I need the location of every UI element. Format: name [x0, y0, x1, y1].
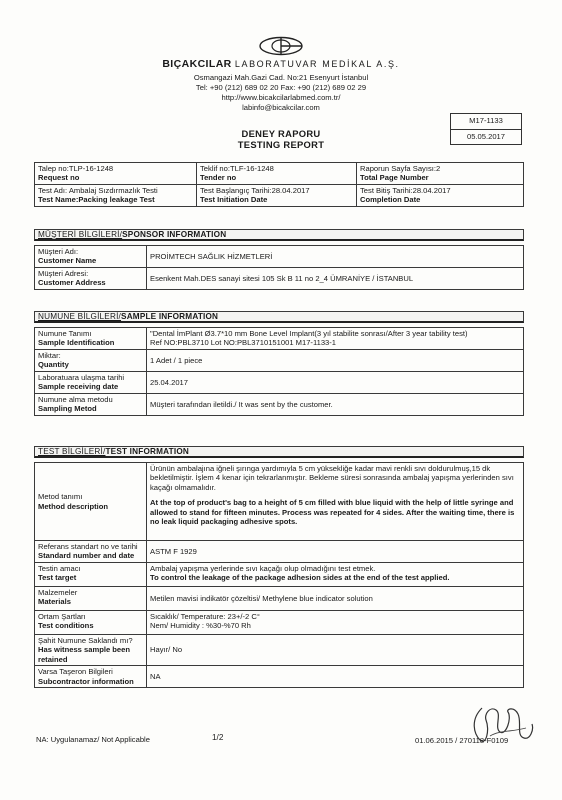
conditions-value: Sıcaklık/ Temperature: 23+/-2 C° Nem/ Humidity : %30-%70 Rh — [147, 611, 524, 635]
conditions-label: Ortam Şartları Test conditions — [35, 611, 147, 635]
sponsor-table — [34, 245, 524, 290]
tender-no-cell: Teklif no:TLF-16-1248 Tender no — [197, 163, 357, 185]
receiving-date-label: Laboratuara ulaşma tarihi Sample receiving date — [35, 372, 147, 394]
materials-label: Malzemeler Materials — [35, 587, 147, 611]
quantity-label: Miktar: Quantity — [35, 350, 147, 372]
witness-label: Şahit Numune Saklandı mı? Has witness sample been retained — [35, 635, 147, 666]
subcontractor-label: Varsa Taşeron Bilgileri Subcontractor information — [35, 666, 147, 688]
report-summary-table — [34, 162, 524, 207]
request-no-cell: Talep no:TLP-16-1248 Request no — [35, 163, 197, 185]
test-table — [34, 462, 524, 688]
subcontractor-value: NA — [147, 666, 524, 688]
witness-value: Hayır/ No — [147, 635, 524, 666]
sponsor-section-heading: MÜŞTERİ BİLGİLERİ/SPONSOR INFORMATION — [34, 229, 524, 241]
form-code: 01.06.2015 / 270118-F0109 — [415, 736, 509, 745]
company-phone-fax: Tel: +90 (212) 689 02 20 Fax: +90 (212) 689 02 29 — [195, 83, 367, 92]
report-code: M17-1133 — [469, 116, 503, 125]
customer-name-label: Müşteri Adı: Customer Name — [35, 246, 147, 268]
company-email: labinfo@bicakcilar.com — [242, 103, 320, 112]
standard-label: Referans standart no ve tarihi Standard number and date — [35, 541, 147, 563]
test-section-heading: TEST BİLGİLERİ/TEST INFORMATION — [34, 446, 524, 458]
method-description-value: Ürünün ambalajına iğneli şırınga yardımıyla 5 cm yüksekliğe kadar mavi renkli sıvı doldurulmuş,15 dk bekletilmiştir. İşlem 4 kenar için tekrarlanmıştır. Bekleme süresi sonrasında ambalaj yapışma yerlerinden sıvı kaçağı olmamalıdır. At the top of product's bag to a height of 5 cm filled with blue liquid with the help of little syringe and allowed to stand for fifteen minutes. Process was repeated for 4 sides. After the waiting time, there is no leak liquid packaging adhesive spots. — [147, 463, 524, 541]
report-date: 05.05.2017 — [451, 129, 521, 144]
standard-value: ASTM F 1929 — [147, 541, 524, 563]
method-description-label: Metod tanımı Method description — [35, 463, 147, 541]
sampling-method-label: Numune alma metodu Sampling Metod — [35, 394, 147, 416]
sample-ident-value: "Dental İmPlant Ø3.7*10 mm Bone Level Implant(3 yıl stabilite sonrası/After 3 year tability test) Ref NO:PBL3710 Lot NO:PBL3710151001 M17-1133-1 — [147, 328, 524, 350]
company-website: http://www.bicakcilarlabmed.com.tr/ — [221, 93, 341, 102]
report-title-en: TESTING REPORT — [237, 139, 325, 150]
total-pages-cell: Raporun Sayfa Sayısı:2 Total Page Number — [357, 163, 524, 185]
receiving-date-value: 25.04.2017 — [147, 372, 524, 394]
customer-address-label: Müşteri Adresi: Customer Address — [35, 267, 147, 289]
test-name-cell: Test Adı: Ambalaj Sızdırmazlık Testi Test Name:Packing leakage Test — [35, 184, 197, 206]
test-target-value: Ambalaj yapışma yerlerinde sıvı kaçağı olup olmadığını test etmek. To control the leakage of the package adhesion sides at the end of the test applied. — [147, 563, 524, 587]
report-title-tr: DENEY RAPORU — [241, 128, 321, 139]
materials-value: Metilen mavisi indikatör çözeltisi/ Methylene blue indicator solution — [147, 587, 524, 611]
quantity-value: 1 Adet / 1 piece — [147, 350, 524, 372]
sampling-method-value: Müşteri tarafından iletildi./ It was sent by the customer. — [147, 394, 524, 416]
completion-date-cell: Test Bitiş Tarihi:28.04.2017 Completion Date — [357, 184, 524, 206]
footer-note: NA: Uygulanamaz/ Not Applicable — [36, 735, 150, 744]
company-address: Osmangazi Mah.Gazi Cad. No:21 Esenyurt İstanbul — [193, 73, 369, 82]
page-number: 1/2 — [212, 733, 224, 742]
sample-section-heading: NUMUNE BİLGİLERİ/SAMPLE INFORMATION — [34, 311, 524, 323]
test-target-label: Testin amacı Test target — [35, 563, 147, 587]
company-name: BIÇAKCILAR LABORATUVAR MEDİKAL A.Ş. — [162, 58, 400, 70]
sample-ident-label: Numune Tanımı Sample Identification — [35, 328, 147, 350]
initiation-date-cell: Test Başlangıç Tarihi:28.04.2017 Test Initiation Date — [197, 184, 357, 206]
customer-name-value: PROİMTECH SAĞLIK HİZMETLERİ — [147, 246, 524, 268]
customer-address-value: Esenkent Mah.DES sanayi sitesi 105 Sk B 11 no 2_4 ÜMRANİYE / İSTANBUL — [147, 267, 524, 289]
company-logo-icon — [258, 36, 304, 56]
sample-table — [34, 327, 524, 416]
